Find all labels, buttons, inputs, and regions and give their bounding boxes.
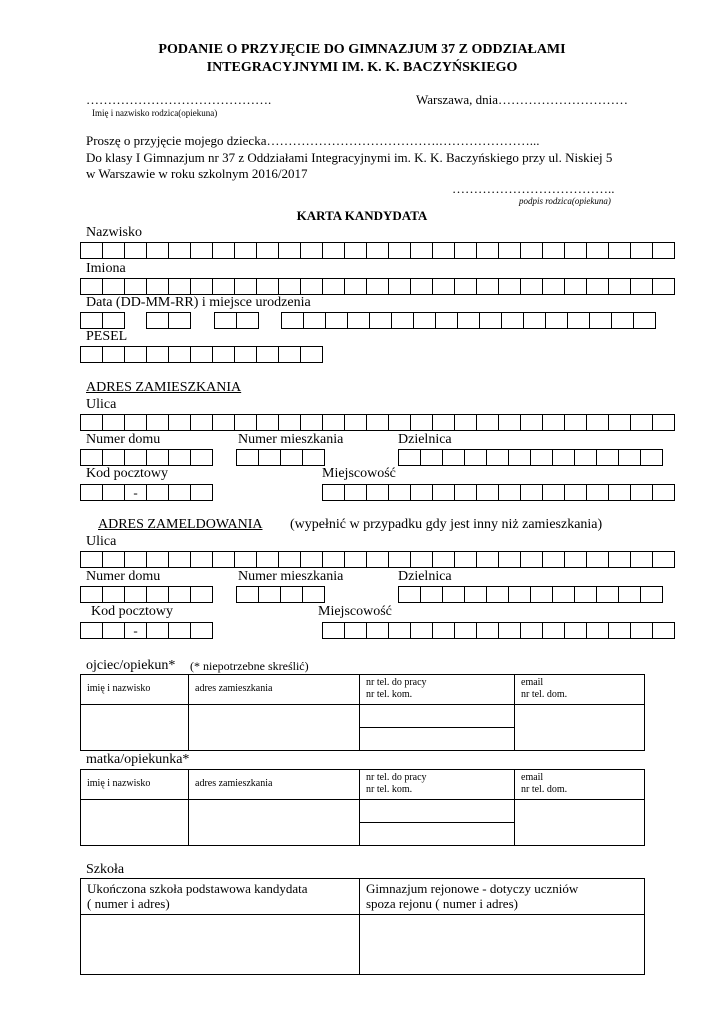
form-title-line1: PODANIE O PRZYJĘCIE DO GIMNAZJUM 37 Z ODDZIAŁAMI (158, 42, 566, 57)
residence-street-boxes[interactable] (80, 414, 674, 431)
residence-city-label: Miejscowość (322, 466, 396, 481)
birth-year-boxes[interactable] (214, 312, 258, 329)
card-title: KARTA KANDYDATA (296, 208, 428, 223)
father-col-address: adres zamieszkania (189, 675, 360, 705)
residence-street-label: Ulica (86, 397, 117, 412)
registration-house-label: Numer domu (86, 569, 161, 584)
request-line-2: Do klasy I Gimnazjum nr 37 z Oddziałami Integracyjnymi im. K. K. Baczyńskiego przy ul. Niskiej 5 (86, 150, 613, 165)
residence-flat-boxes[interactable] (236, 449, 324, 466)
mother-address-cell[interactable] (189, 800, 360, 846)
residence-district-label: Dzielnica (398, 432, 452, 447)
mother-work-phone-cell[interactable] (360, 800, 515, 823)
registration-street-boxes[interactable] (80, 551, 674, 568)
registration-city-label: Miejscowość (318, 604, 392, 619)
birth-label: Data (DD-MM-RR) i miejsce urodzenia (86, 295, 311, 310)
registration-flat-label: Numer mieszkania (238, 569, 344, 584)
residence-house-boxes[interactable] (80, 449, 212, 466)
father-col-name: imię i nazwisko (81, 675, 189, 705)
birth-day-boxes[interactable] (80, 312, 124, 329)
pesel-label: PESEL (86, 329, 128, 344)
residence-postal-label: Kod pocztowy (86, 466, 169, 481)
father-label: ojciec/opiekun* (86, 658, 176, 673)
surname-boxes[interactable] (80, 242, 674, 259)
residence-flat-label: Numer mieszkania (238, 432, 344, 447)
signature-field[interactable]: ……………………………….. (452, 181, 615, 196)
father-work-phone-cell[interactable] (360, 705, 515, 728)
postal-dash: - (124, 484, 147, 501)
father-col-email: email nr tel. dom. (515, 675, 645, 705)
registration-house-boxes[interactable] (80, 586, 212, 603)
mother-mobile-cell[interactable] (360, 823, 515, 846)
father-table (80, 674, 645, 751)
registration-postal-boxes[interactable] (80, 622, 212, 639)
names-label: Imiona (86, 261, 126, 276)
registration-district-label: Dzielnica (398, 569, 452, 584)
mother-col-email: email nr tel. dom. (515, 770, 645, 800)
residence-city-boxes[interactable] (322, 484, 674, 501)
mother-name-cell[interactable] (81, 800, 189, 846)
father-address-cell[interactable] (189, 705, 360, 751)
place-date-field[interactable]: Warszawa, dnia………………………… (416, 92, 628, 107)
request-line-3: w Warszawie w roku szkolnym 2016/2017 (86, 166, 308, 181)
parent-name-caption: Imię i nazwisko rodzica(opiekuna) (92, 108, 218, 118)
residence-heading: ADRES ZAMIESZKANIA (86, 380, 242, 395)
school-col-primary: Ukończona szkoła podstawowa kandydata ( numer i adres) (81, 879, 360, 915)
residence-postal-boxes[interactable] (80, 484, 212, 501)
postal-dash: - (124, 622, 147, 639)
mother-table (80, 769, 645, 846)
school-primary-cell[interactable] (81, 915, 360, 975)
registration-district-boxes[interactable] (398, 586, 662, 603)
school-table (80, 878, 645, 975)
school-label: Szkoła (86, 862, 125, 877)
school-district-cell[interactable] (360, 915, 645, 975)
father-col-phone: nr tel. do pracy nr tel. kom. (360, 675, 515, 705)
registration-street-label: Ulica (86, 534, 117, 549)
mother-email-cell[interactable] (515, 800, 645, 846)
registration-flat-boxes[interactable] (236, 586, 324, 603)
father-name-cell[interactable] (81, 705, 189, 751)
father-mobile-cell[interactable] (360, 728, 515, 751)
form-title-line2: INTEGRACYJNYMI IM. K. K. BACZYŃSKIEGO (206, 60, 518, 75)
school-col-district: Gimnazjum rejonowe - dotyczy uczniów spoza rejonu ( numer i adres) (360, 879, 645, 915)
birth-month-boxes[interactable] (146, 312, 190, 329)
pesel-boxes[interactable] (80, 346, 322, 363)
names-boxes[interactable] (80, 278, 674, 295)
signature-caption: podpis rodzica(opiekuna) (519, 196, 611, 206)
request-line-1: Proszę o przyjęcie mojego dziecka………………………………….…………………... (86, 133, 540, 148)
mother-label: matka/opiekunka* (86, 752, 190, 767)
registration-note: (wypełnić w przypadku gdy jest inny niż zamieszkania) (290, 517, 603, 532)
mother-col-name: imię i nazwisko (81, 770, 189, 800)
father-email-cell[interactable] (515, 705, 645, 751)
mother-col-address: adres zamieszkania (189, 770, 360, 800)
birth-place-boxes[interactable] (281, 312, 655, 329)
mother-col-phone: nr tel. do pracy nr tel. kom. (360, 770, 515, 800)
registration-postal-label: Kod pocztowy (91, 604, 174, 619)
parent-name-field[interactable]: ……………………………………. (86, 92, 272, 107)
registration-heading: ADRES ZAMELDOWANIA (98, 517, 263, 532)
residence-district-boxes[interactable] (398, 449, 662, 466)
registration-city-boxes[interactable] (322, 622, 674, 639)
father-note: (* niepotrzebne skreślić) (190, 659, 309, 673)
surname-label: Nazwisko (86, 225, 142, 240)
residence-house-label: Numer domu (86, 432, 161, 447)
